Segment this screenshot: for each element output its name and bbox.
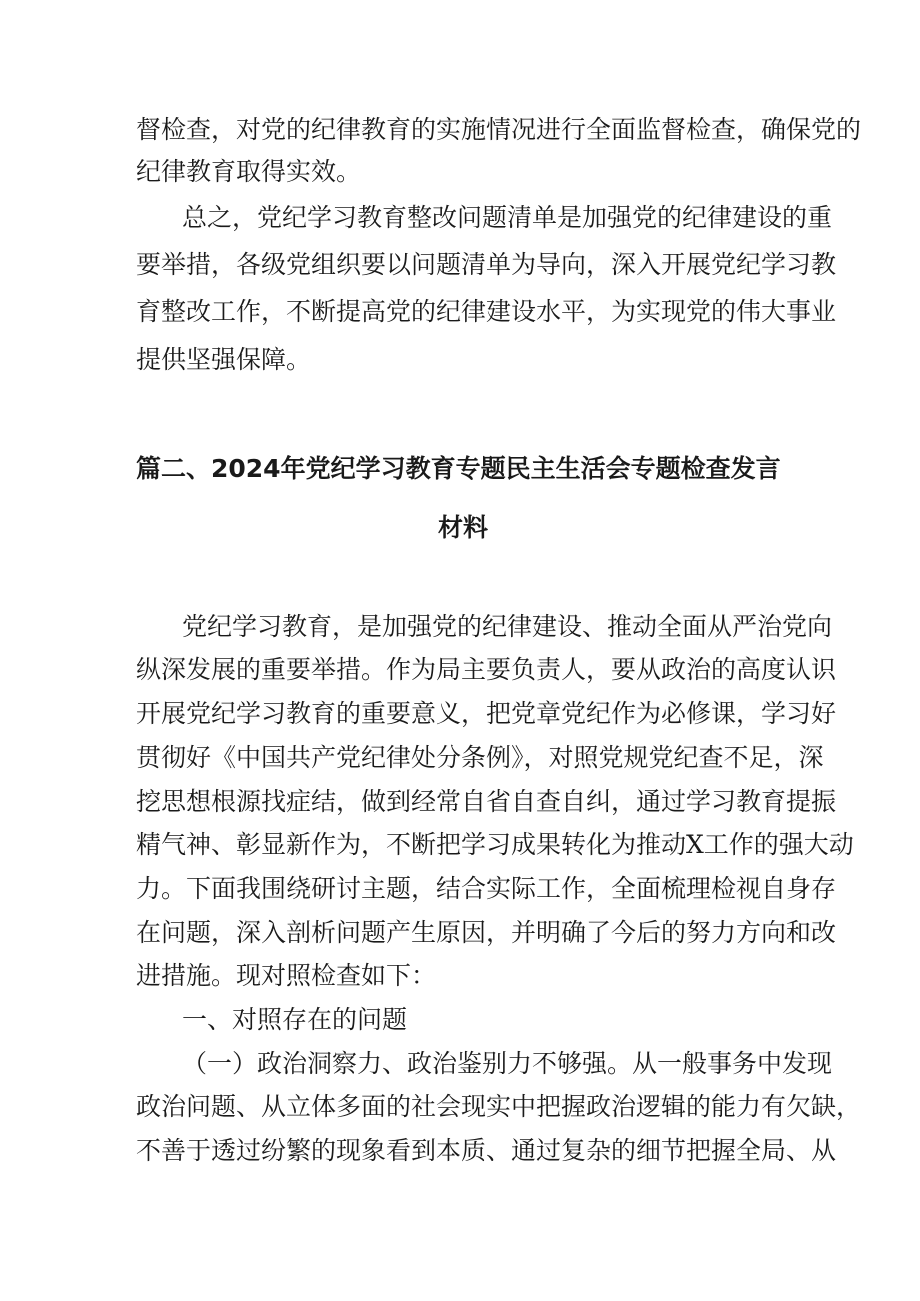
paragraph-line: 总之，党纪学习教育整改问题清单是加强党的纪律建设的重	[182, 203, 833, 232]
paragraph-line: 党纪学习教育，是加强党的纪律建设、推动全面从严治党向	[182, 612, 833, 641]
paragraph-line: 提供坚强保障。	[136, 345, 312, 374]
paragraph-line: 要举措，各级党组织要以问题清单为导向，深入开展党纪学习教	[136, 250, 837, 279]
paragraph-line: 挖思想根源找症结，做到经常自省自查自纠，通过学习教育提振	[136, 787, 837, 816]
paragraph-line: 纵深发展的重要举措。作为局主要负责人，要从政治的高度认识	[136, 655, 837, 684]
paragraph-line: 精气神、彰显新作为，不断把学习成果转化为推动X工作的强大动	[136, 830, 854, 859]
paragraph-line: 在问题，深入剖析问题产生原因，并明确了今后的努力方向和改	[136, 918, 837, 947]
paragraph-line: 督检查，对党的纪律教育的实施情况进行全面监督检查，确保党的	[136, 115, 862, 144]
section-title-continued: 材料	[438, 513, 489, 542]
paragraph-line: 开展党纪学习教育的重要意义，把党章党纪作为必修课，学习好	[136, 699, 837, 728]
paragraph-line: 纪律教育取得实效。	[136, 157, 362, 186]
paragraph-line: 力。下面我围绕研讨主题，结合实际工作，全面梳理检视自身存	[136, 874, 837, 903]
paragraph-line: 贯彻好《中国共产党纪律处分条例》，对照党规党纪查不足，深	[136, 743, 824, 772]
paragraph-line: 进措施。现对照检查如下：	[136, 961, 437, 990]
paragraph-line: 育整改工作，不断提高党的纪律建设水平，为实现党的伟大事业	[136, 297, 837, 326]
paragraph-line: 政治问题、从立体多面的社会现实中把握政治逻辑的能力有欠缺，	[136, 1092, 862, 1121]
section-title: 篇二、2024年党纪学习教育专题民主生活会专题检查发言	[136, 454, 781, 483]
paragraph-line: （一）政治洞察力、政治鉴别力不够强。从一般事务中发现	[182, 1049, 833, 1078]
paragraph-line: 不善于透过纷繁的现象看到本质、通过复杂的细节把握全局、从	[136, 1136, 837, 1165]
subsection-heading: 一、对照存在的问题	[182, 1005, 408, 1034]
